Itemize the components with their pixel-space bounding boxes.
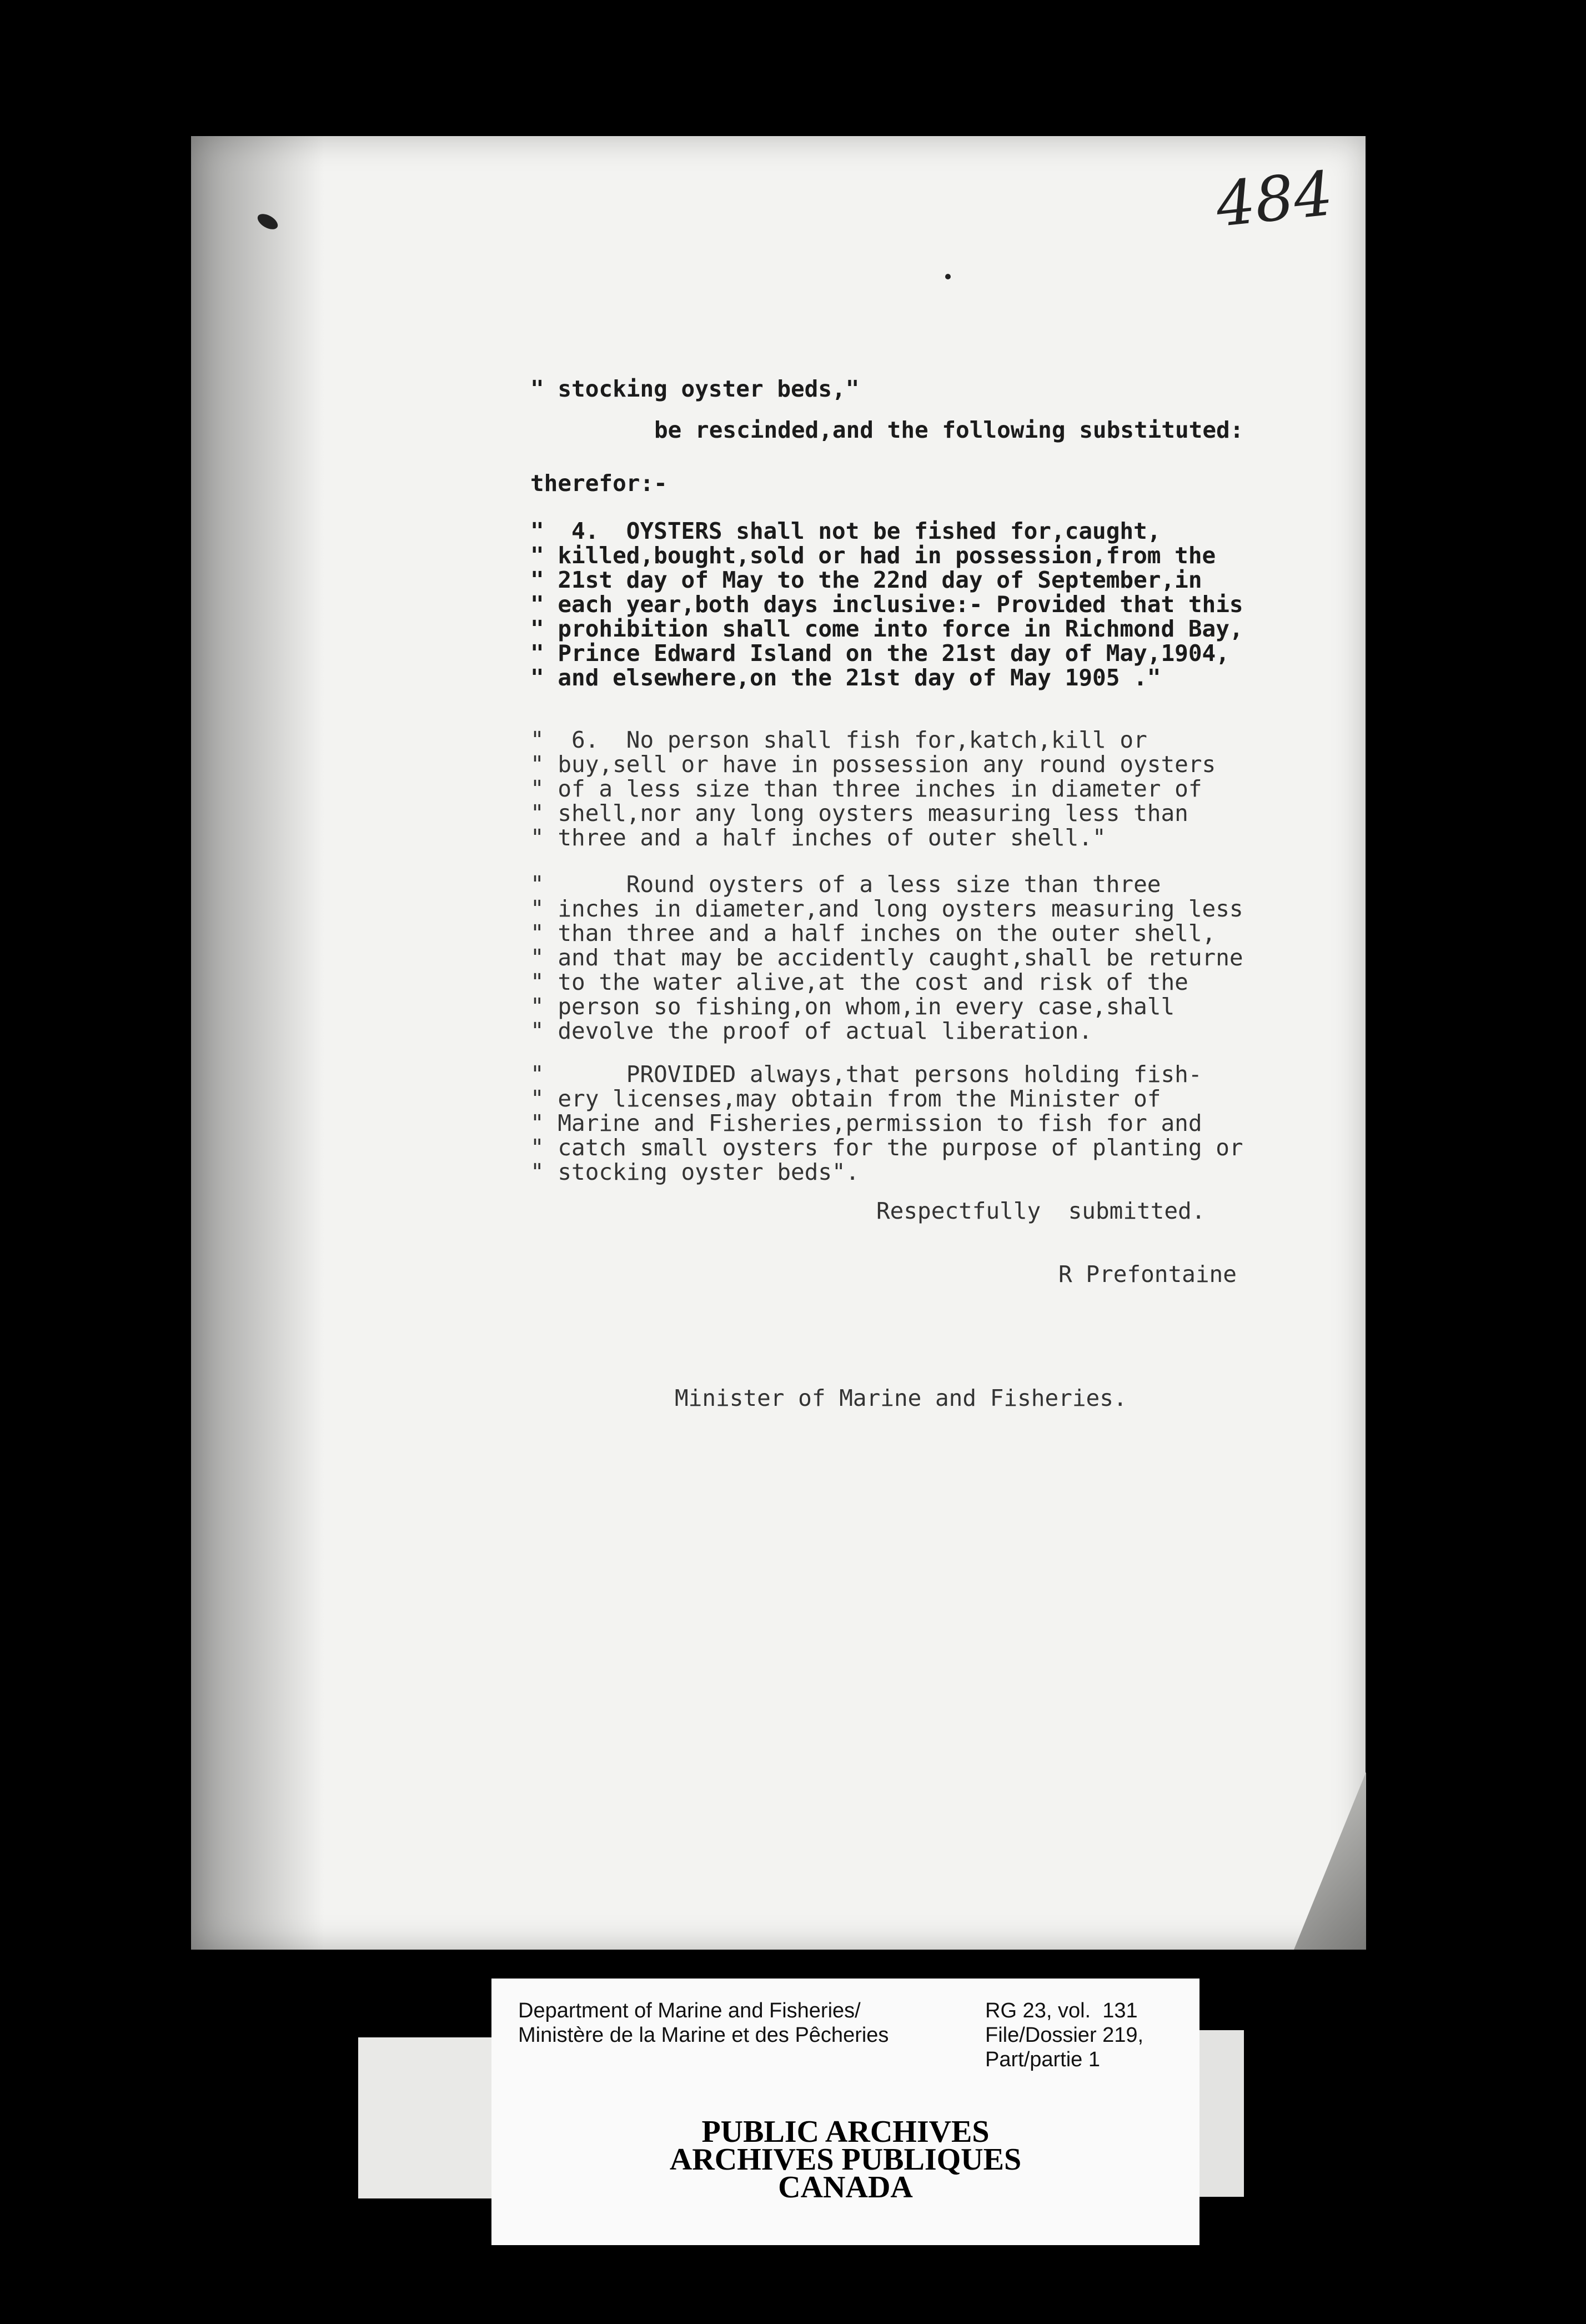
text-line: " Prince Edward Island on the 21st day of May,1904, [530,640,1229,667]
text-line: " than three and a half inches on the outer shell, [530,920,1216,946]
archives-line-3: CANADA [778,2170,913,2205]
text-line: " inches in diameter,and long oysters measuring less [530,895,1243,922]
text-line: " three and a half inches of outer shell." [530,824,1106,851]
signatory-title: Minister of Marine and Fisheries. [675,1385,1127,1411]
text-line: " and that may be accidently caught,shall be returne [530,944,1243,971]
label-department-fr: Ministère de la Marine et des Pêcheries [518,2024,889,2047]
text-line: " stocking oyster beds". [530,1159,860,1185]
text-line: " shell,nor any long oysters measuring less than [530,800,1188,827]
text-line: " each year,both days inclusive:- Provided that this [530,591,1243,618]
archive-card-right [1199,2030,1244,2197]
text-line: " Marine and Fisheries,permission to fish for and [530,1110,1202,1136]
text-line: " buy,sell or have in possession any round oysters [530,751,1216,778]
text-line: " 21st day of May to the 22nd day of September,in [530,567,1202,593]
label-reference-volume: RG 23, vol. 131 [985,1999,1138,2022]
folio-number: 484 [1212,157,1336,241]
text-line: " person so fishing,on whom,in every case,shall [530,993,1175,1020]
label-department-en: Department of Marine and Fisheries/ [518,1999,861,2022]
text-line: " killed,bought,sold or had in possession,from the [530,542,1216,569]
text-line: " prohibition shall come into force in Richmond Bay, [530,615,1243,642]
label-reference-file: File/Dossier 219, [985,2024,1144,2047]
ink-speck [945,274,951,279]
closing-line: Respectfully submitted. [876,1198,1206,1224]
text-line: " and elsewhere,on the 21st day of May 1905 ." [530,664,1161,691]
text-line: " 4. OYSTERS shall not be fished for,caught, [530,518,1161,544]
text-line: " devolve the proof of actual liberation. [530,1018,1093,1044]
text-line: " catch small oysters for the purpose of planting or [530,1134,1243,1161]
signature: R Prefontaine [1058,1261,1237,1288]
text-line: therefor:- [530,470,667,497]
label-reference-part: Part/partie 1 [985,2048,1100,2071]
archives-line-2: ARCHIVES PUBLIQUES [669,2142,1022,2177]
text-line: " of a less size than three inches in diameter of [530,775,1202,802]
text-line: be rescinded,and the following substituted: [654,417,1244,443]
text-line: " 6. No person shall fish for,katch,kill or [530,727,1147,753]
text-line: " stocking oyster beds," [530,375,860,402]
text-line: " Round oysters of a less size than three [530,871,1161,898]
page-edge-shadow [191,136,324,1950]
text-line: " PROVIDED always,that persons holding fish- [530,1061,1202,1088]
archives-line-1: PUBLIC ARCHIVES [701,2115,990,2149]
text-line: " to the water alive,at the cost and risk of the [530,969,1188,995]
archive-card-left [358,2037,491,2198]
text-line: " ery licenses,may obtain from the Minister of [530,1085,1161,1112]
